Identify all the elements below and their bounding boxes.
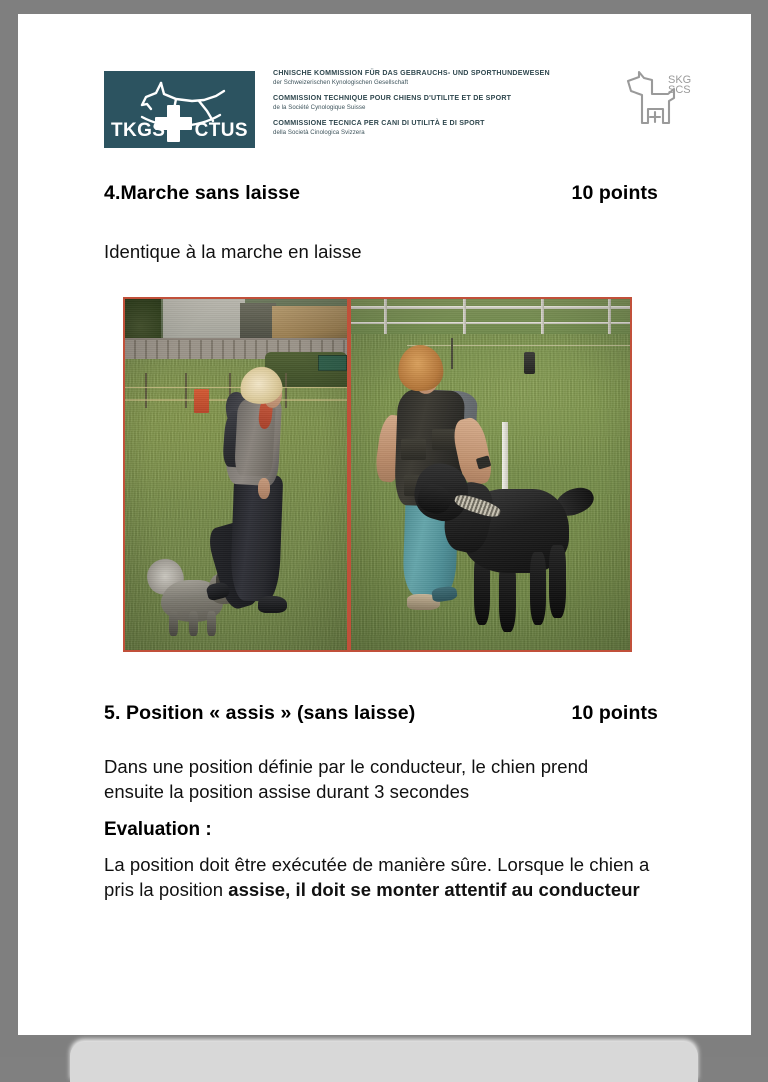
barn-wall <box>163 299 245 341</box>
dog-leg <box>549 545 566 619</box>
dog-leg <box>207 611 216 636</box>
org-sub-it: della Società Cinologica Svizzera <box>273 129 365 136</box>
organisation-names <box>273 69 603 137</box>
document-header <box>104 57 704 153</box>
evaluation-text-normal: La position doit être exécutée de manière sûre. Lorsque le chien a pris la position <box>104 854 650 900</box>
fence-post <box>185 373 187 408</box>
paddock-wire <box>125 387 347 389</box>
dog-leg <box>189 611 198 636</box>
photo-strip <box>123 297 632 652</box>
section-5-points: 10 points <box>571 702 658 724</box>
photo-right-scene <box>351 299 630 650</box>
skg-dog-outline-icon <box>622 65 692 135</box>
section-4-points: 10 points <box>571 182 658 204</box>
org-sub-fr: de la Société Cynologique Suisse <box>273 104 366 111</box>
tkgs-label: TKGS <box>111 120 166 141</box>
vest-pocket <box>432 429 457 450</box>
vest-pocket <box>401 439 426 460</box>
dog-leg <box>530 552 547 626</box>
handler-shoe <box>258 596 287 614</box>
fence-post <box>145 373 147 408</box>
evaluation-text <box>104 852 664 902</box>
paddock-rail <box>351 306 630 309</box>
photo-walking-small-dog[interactable] <box>123 297 349 652</box>
evaluation-label: Evaluation : <box>104 819 212 840</box>
org-main-it: COMMISSIONE TECNICA PER CANI DI UTILITÀ E DI SPORT <box>273 119 485 127</box>
photo-walking-black-dog[interactable] <box>349 297 632 652</box>
paddock-post <box>608 299 611 338</box>
paddock-rail <box>351 322 630 325</box>
paddock-post <box>541 299 544 338</box>
document-page <box>18 14 751 1035</box>
dark-bucket <box>524 352 535 375</box>
handler-trousers <box>229 474 282 602</box>
ctus-label: CTUS <box>194 120 248 141</box>
wire-post <box>451 338 453 370</box>
paddock-post <box>384 299 387 338</box>
green-sign <box>318 355 347 371</box>
section-5-body: Dans une position définie par le conducteur, le chien prend ensuite la position assise durant 3 secondes <box>104 756 589 802</box>
section-4-body: Identique à la marche en laisse <box>104 241 362 262</box>
tkgs-ctus-logo <box>104 71 255 148</box>
straw-roof <box>272 306 347 341</box>
paddock-post <box>463 299 466 338</box>
org-sub-de: der Schweizerischen Kynologischen Gesellschaft <box>273 79 409 86</box>
section-5-heading <box>104 702 704 725</box>
section-4-heading <box>104 182 704 205</box>
org-line-de <box>273 69 603 87</box>
paddock-wire <box>407 345 630 347</box>
section-4-title: 4.Marche sans laisse <box>104 182 301 204</box>
scs-label: SCS <box>668 84 691 96</box>
section-5-title: 5. Position « assis » (sans laisse) <box>104 702 416 724</box>
evaluation-text-bold: assise, il doit se monter attentif au conducteur <box>228 879 640 900</box>
dog-leg <box>169 611 178 636</box>
handler-hand <box>258 478 270 499</box>
orange-bucket <box>194 389 210 414</box>
fence-post <box>285 373 287 408</box>
next-page-sheet[interactable] <box>70 1042 698 1082</box>
org-line-fr <box>273 94 603 112</box>
skg-scs-logo <box>622 65 692 135</box>
photo-left-scene <box>125 299 347 650</box>
org-main-fr: COMMISSION TECHNIQUE POUR CHIENS D'UTILITE ET DE SPORT <box>273 94 512 102</box>
org-line-it <box>273 119 603 137</box>
org-main-de: CHNISCHE KOMMISSION FÜR DAS GEBRAUCHS- UND SPORTHUNDEWESEN <box>273 69 550 77</box>
skg-label: SKG <box>668 74 692 86</box>
